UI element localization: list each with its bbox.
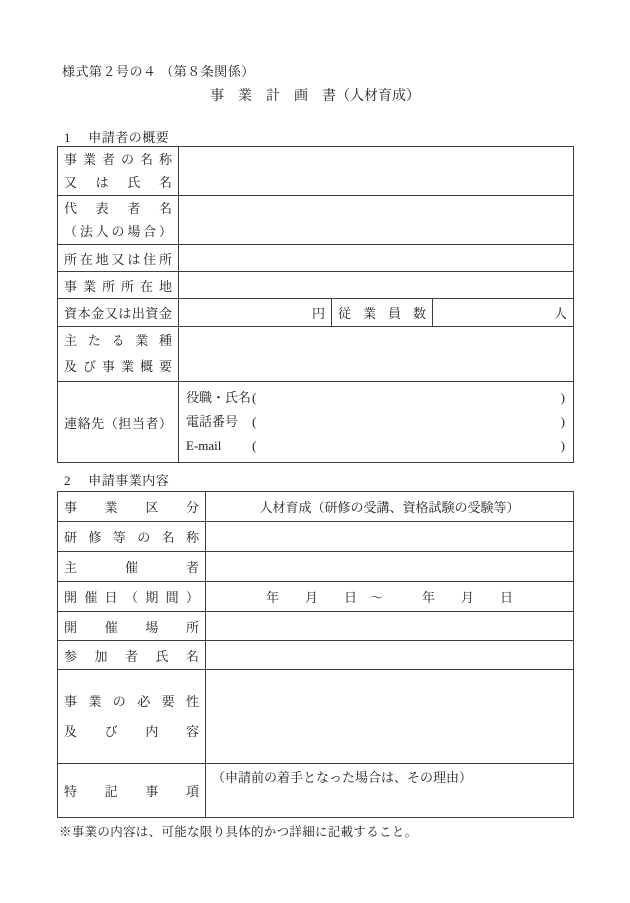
capital-label-line: 資本金又は出資金: [64, 306, 172, 321]
row-training-name: [58, 522, 574, 552]
row-venue: [58, 612, 574, 641]
representative-value-cell: [179, 196, 574, 245]
venue-label-line: 開 催 場 所: [64, 619, 199, 635]
industry-label-line2: 及 び 事 業 概 要: [64, 359, 172, 374]
organizer-label: [58, 552, 206, 582]
necessity-label: [58, 670, 206, 764]
row-representative: [58, 196, 574, 245]
employees-label: [332, 299, 433, 327]
office-address-value-cell: [179, 272, 574, 299]
contact-line-email: [186, 434, 565, 458]
project-category-label: [58, 492, 206, 522]
row-special-notes: [58, 764, 574, 818]
capital-label: [58, 299, 179, 327]
business-name-value-cell: [179, 147, 574, 196]
participants-label-line: 参 加 者 氏 名: [64, 648, 199, 664]
row-event-dates: [58, 582, 574, 612]
representative-label-line2: （法人の場合）: [64, 224, 172, 239]
contact-email-value: [256, 434, 560, 458]
row-capital-employees: [58, 299, 574, 327]
capital-value-cell: [179, 299, 332, 327]
applicant-overview-table: [57, 146, 574, 463]
event-dates-value: 年 月 日 ～ 年 月 日: [206, 582, 574, 612]
venue-label: [58, 612, 206, 641]
address-label: [58, 245, 179, 272]
employees-value-cell: [433, 299, 574, 327]
project-details-table: [57, 491, 574, 818]
contact-label: [58, 382, 179, 463]
open-paren: (: [252, 414, 257, 429]
necessity-label-line1: 事 業 の 必 要 性: [64, 693, 199, 709]
employees-unit: 人: [554, 306, 568, 321]
participants-value-cell: [206, 641, 574, 670]
contact-email-label: E-mail: [186, 438, 222, 453]
industry-value-cell: [179, 327, 574, 382]
necessity-label-line2: 及 び 内 容: [64, 723, 199, 739]
project-category-value: 人材育成（研修の受講、資格試験の受験等）: [206, 492, 574, 522]
contact-value-cell: [179, 382, 574, 463]
special-notes-value-cell: [206, 764, 574, 818]
footnote-text: ※事業の内容は、可能な限り具体的かつ詳細に記載すること。: [59, 825, 418, 839]
office-address-label: [58, 272, 179, 299]
address-label-line: 所在地又は住所: [64, 251, 172, 267]
address-value-cell: [179, 245, 574, 272]
close-paren: ): [560, 438, 566, 453]
row-contact: [58, 382, 574, 463]
document-title: 事 業 計 画 書（人材育成）: [210, 89, 420, 104]
organizer-label-line: 主 催 者: [64, 560, 199, 575]
business-name-label: [58, 147, 179, 196]
project-category-label-line: 事 業 区 分: [64, 500, 199, 515]
participants-label: [58, 641, 206, 670]
row-organizer: [58, 552, 574, 582]
row-necessity: [58, 670, 574, 764]
industry-label-line1: 主 た る 業 種: [64, 333, 172, 348]
close-paren: ): [560, 390, 566, 405]
form-number-text: 様式第２号の４ （第８条関係）: [62, 64, 255, 79]
training-name-value-cell: [206, 522, 574, 552]
representative-label-line1: 代 表 者 名: [64, 201, 172, 216]
event-dates-label: [58, 582, 206, 612]
contact-line-phone: [186, 410, 565, 434]
section-1-heading: 1 申請者の概要: [64, 130, 170, 145]
contact-title-name-value: [256, 386, 560, 410]
business-name-label-line1: 事 業 者 の 名 称: [64, 152, 172, 167]
row-office-address: [58, 272, 574, 299]
special-notes-label-line: 特 記 事 項: [64, 784, 199, 799]
special-notes-hint: （申請前の着手となった場合は、その理由）: [212, 770, 473, 785]
section-2-heading: 2 申請事業内容: [64, 473, 170, 488]
contact-title-name-label: 役職・氏名: [186, 390, 252, 405]
contact-phone-value: [256, 410, 560, 434]
row-project-category: [58, 492, 574, 522]
row-industry: [58, 327, 574, 382]
office-address-label-line: 事 業 所 所 在 地: [64, 278, 172, 294]
open-paren: (: [252, 390, 257, 405]
organizer-value-cell: [206, 552, 574, 582]
training-name-label-line: 研 修 等 の 名 称: [64, 530, 199, 545]
row-address: [58, 245, 574, 272]
venue-value-cell: [206, 612, 574, 641]
capital-unit: 円: [311, 306, 325, 321]
close-paren: ): [560, 414, 566, 429]
contact-label-line: 連絡先（担当者）: [64, 415, 172, 431]
open-paren: (: [252, 438, 257, 453]
employees-label-line: 従 業 員 数: [338, 306, 426, 321]
representative-label: [58, 196, 179, 245]
event-dates-label-line: 開 催 日 （ 期 間 ）: [64, 590, 199, 605]
row-participants: [58, 641, 574, 670]
necessity-value-cell: [206, 670, 574, 764]
training-name-label: [58, 522, 206, 552]
business-name-label-line2: 又 は 氏 名: [64, 175, 172, 190]
contact-phone-label: 電話番号: [186, 414, 239, 429]
special-notes-label: [58, 764, 206, 818]
row-business-name: [58, 147, 574, 196]
contact-line-title-name: [186, 386, 565, 410]
industry-label: [58, 327, 179, 382]
